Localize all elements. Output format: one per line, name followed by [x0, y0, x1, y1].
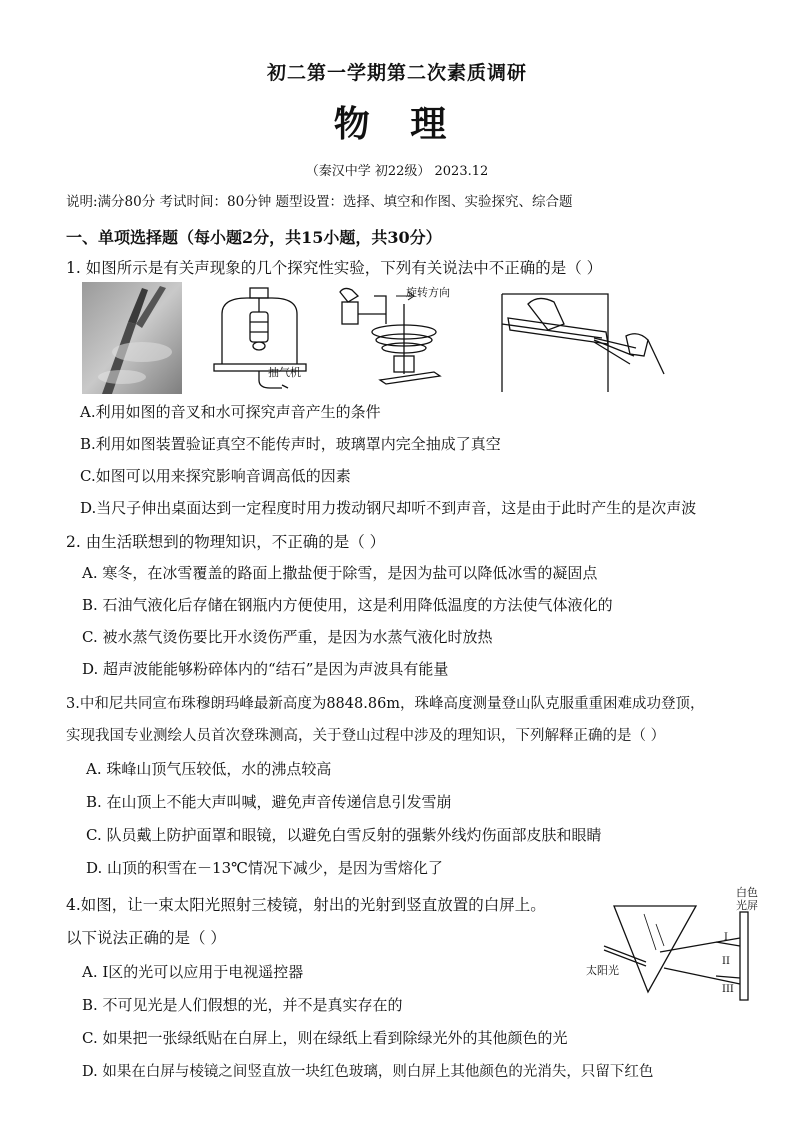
question-4-option-b: B. 不可见光是人们假想的光，并不是真实存在的 [82, 996, 403, 1014]
question-2-option-d: D. 超声波能能够粉碎体内的“结石”是因为声波具有能量 [82, 660, 449, 678]
question-3-option-a: A. 珠峰山顶气压较低，水的沸点较高 [86, 760, 332, 778]
question-1-option-d: D.当尺子伸出桌面达到一定程度时用力拨动钢尺却听不到声音，这是由于此时产生的是次声波 [80, 499, 697, 517]
section-heading: 一、单项选择题（每小题2分，共15小题，共30分） [66, 228, 442, 247]
zone-3-label: III [722, 984, 734, 995]
question-2-stem: 2. 由生活联想到的物理知识，不正确的是（ ） [66, 533, 386, 551]
question-3-option-d: D. 山顶的积雪在－13℃情况下减少，是因为雪熔化了 [86, 859, 443, 877]
zone-1-label: I [724, 932, 728, 943]
question-4-option-a: A. Ⅰ区的光可以应用于电视遥控器 [82, 963, 304, 981]
tuning-fork-photo [82, 282, 182, 394]
question-1-stem: 1. 如图所示是有关声现象的几个探究性实验，下列有关说法中不正确的是（ ） [66, 259, 603, 277]
question-4-stem-line-2: 以下说法正确的是（ ） [66, 929, 226, 947]
question-2-option-c: C. 被水蒸气烫伤要比开水烫伤严重，是因为水蒸气液化时放热 [82, 628, 493, 646]
question-4-stem-line-1: 4.如图，让一束太阳光照射三棱镜，射出的光射到竖直放置的白屏上。 [66, 896, 546, 914]
exam-title: 初二第一学期第二次素质调研 [266, 62, 527, 84]
rotation-label: 旋转方向 [406, 286, 450, 299]
sunlight-label: 太阳光 [586, 964, 619, 977]
question-2-option-b: B. 石油气液化后存储在钢瓶内方便使用，这是利用降低温度的方法使气体液化的 [82, 596, 613, 614]
question-3-option-b: B. 在山顶上不能大声叫喊，避免声音传递信息引发雪崩 [86, 793, 452, 811]
ruler-desk-diagram [498, 284, 668, 394]
question-1-option-b: B.利用如图装置验证真空不能传声时，玻璃罩内完全抽成了真空 [80, 435, 501, 453]
question-2-option-a: A. 寒冬，在冰雪覆盖的路面上撒盐便于除雪，是因为盐可以降低冰雪的凝固点 [82, 564, 598, 582]
screen-label-bottom: 光屏 [736, 899, 758, 912]
screen-label-top: 白色 [736, 886, 758, 899]
exam-meta: （秦汉中学 初22级） 2023.12 [305, 164, 489, 179]
question-4-option-d: D. 如果在白屏与棱镜之间竖直放一块红色玻璃，则白屏上其他颜色的光消失，只留下红色 [82, 1064, 654, 1080]
question-1-option-c: C.如图可以用来探究影响音调高低的因素 [80, 467, 351, 485]
gear-card-diagram [334, 284, 454, 394]
exam-info: 说明:满分80分 考试时间：80分钟 题型设置：选择、填空和作图、实验探究、综合题 [66, 194, 573, 210]
question-1-option-a: A.利用如图的音叉和水可探究声音产生的条件 [80, 403, 381, 421]
zone-2-label: II [722, 956, 730, 967]
pump-label: 抽气机 [268, 366, 301, 379]
question-3-stem-line-2: 实现我国专业测绘人员首次登珠测高，关于登山过程中涉及的理知识，下列解释正确的是（ ） [66, 728, 666, 744]
bell-jar-diagram [212, 284, 322, 394]
question-3-stem-line-1: 3.中和尼共同宣布珠穆朗玛峰最新高度为8848.86m，珠峰高度测量登山队克服重重困难成功登顶， [66, 696, 705, 712]
question-4-option-c: C. 如果把一张绿纸贴在白屏上，则在绿纸上看到除绿光外的其他颜色的光 [82, 1029, 568, 1047]
subject-title: 物 理 [333, 103, 461, 145]
question-3-option-c: C. 队员戴上防护面罩和眼镜，以避免白雪反射的强紫外线灼伤面部皮肤和眼睛 [86, 826, 602, 844]
prism-diagram [584, 884, 780, 1002]
